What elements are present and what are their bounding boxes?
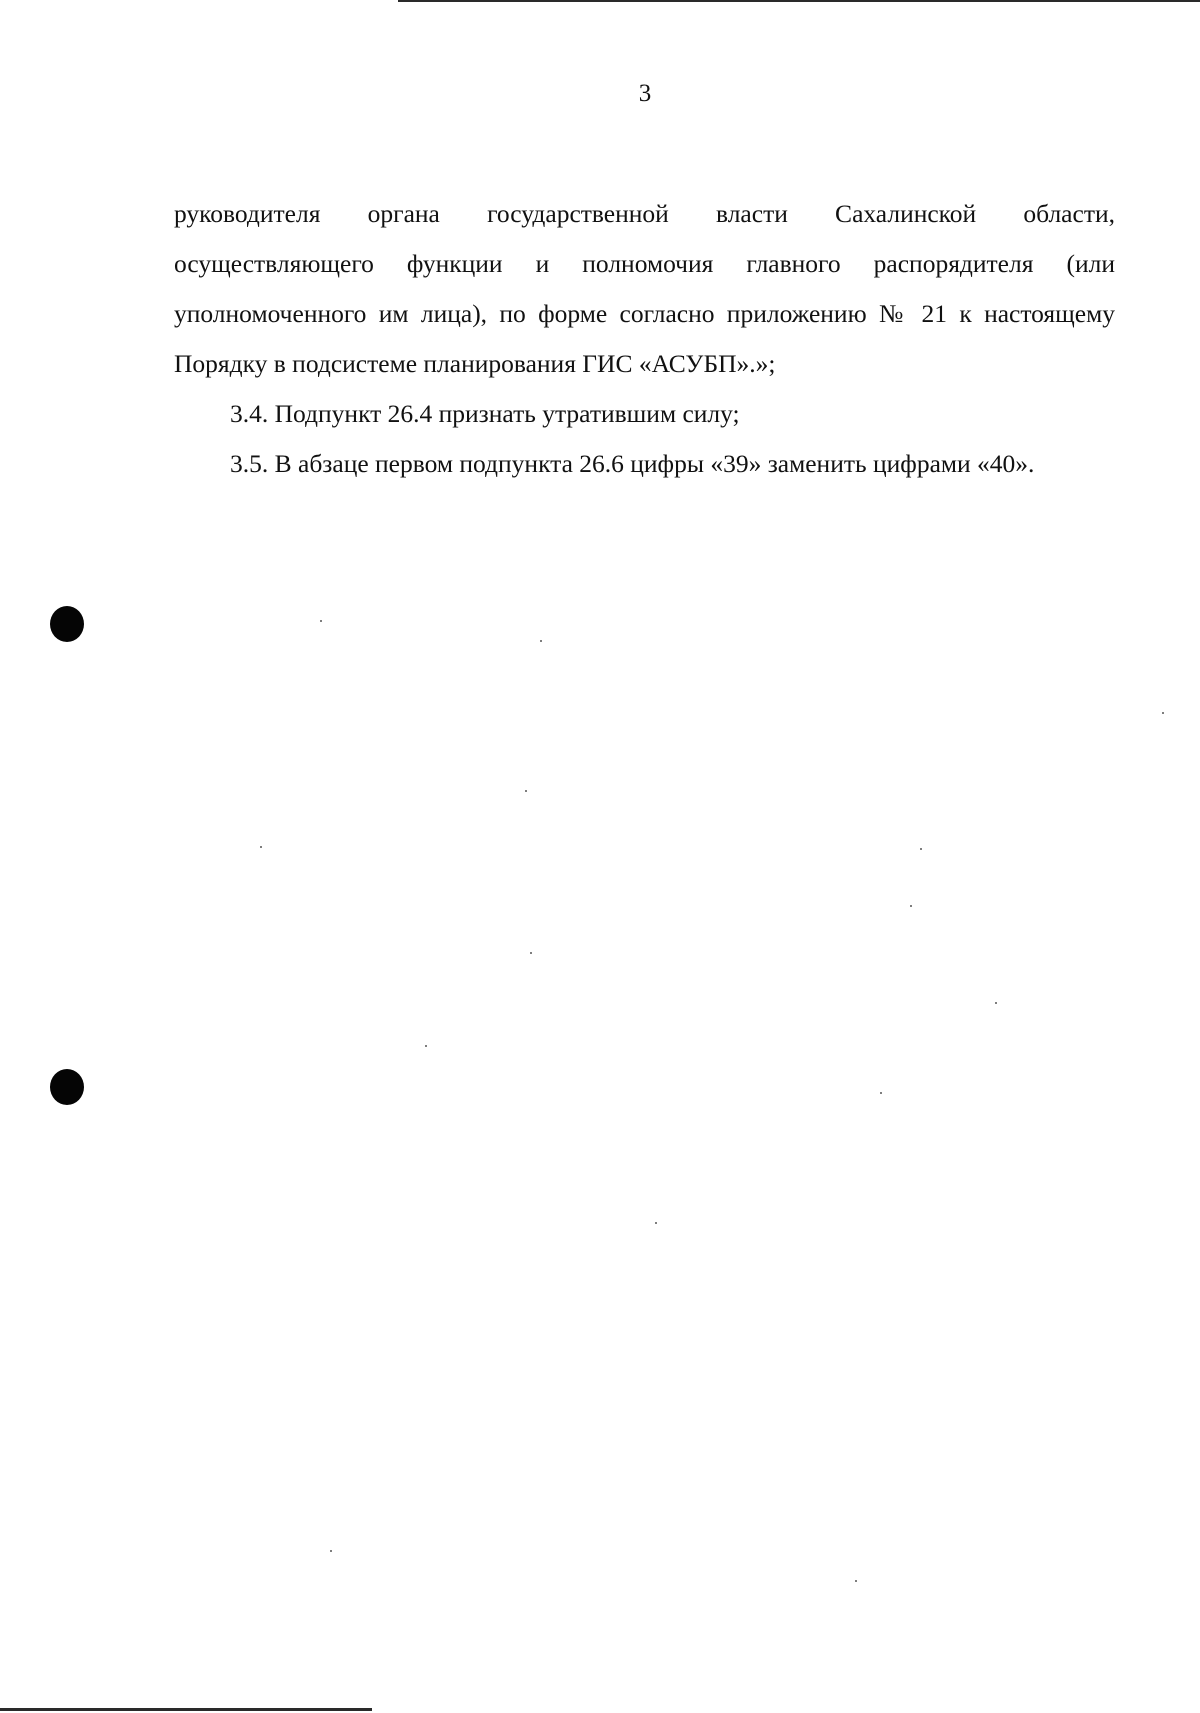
page-number: 3 — [638, 80, 652, 107]
paragraph-item-3-4: 3.4. Подпункт 26.4 признать утратившим силу; — [230, 399, 740, 428]
scan-edge-line-bottom — [0, 1708, 372, 1711]
punch-hole-top — [50, 606, 84, 642]
scan-speck — [655, 1222, 657, 1224]
scan-speck — [920, 848, 922, 850]
scan-speck — [525, 790, 527, 792]
document-body — [174, 189, 1115, 489]
scan-speck — [1162, 712, 1164, 714]
scan-speck — [330, 1550, 332, 1552]
scan-speck — [425, 1045, 427, 1047]
scan-speck — [320, 620, 322, 622]
scan-speck — [530, 952, 532, 954]
scan-speck — [910, 905, 912, 907]
paragraph-continuation: руководителя органа государственной власти Сахалинской области, осуществляющего функции и полномочия главного распорядителя (или уполномоченного им лица), по форме согласно приложению № 21 к настоящему Порядку в подсистеме планирования ГИС «АСУБП».»; — [174, 199, 1115, 378]
scan-speck — [880, 1092, 882, 1094]
scan-speck — [540, 640, 542, 642]
scan-speck — [855, 1580, 857, 1582]
scan-speck — [995, 1002, 997, 1004]
scan-speck — [260, 846, 262, 848]
scan-edge-line-top — [398, 0, 1200, 2]
paragraph-item-3-5: 3.5. В абзаце первом подпункта 26.6 цифры «39» заменить цифрами «40». — [230, 449, 1035, 478]
punch-hole-bottom — [50, 1069, 84, 1105]
